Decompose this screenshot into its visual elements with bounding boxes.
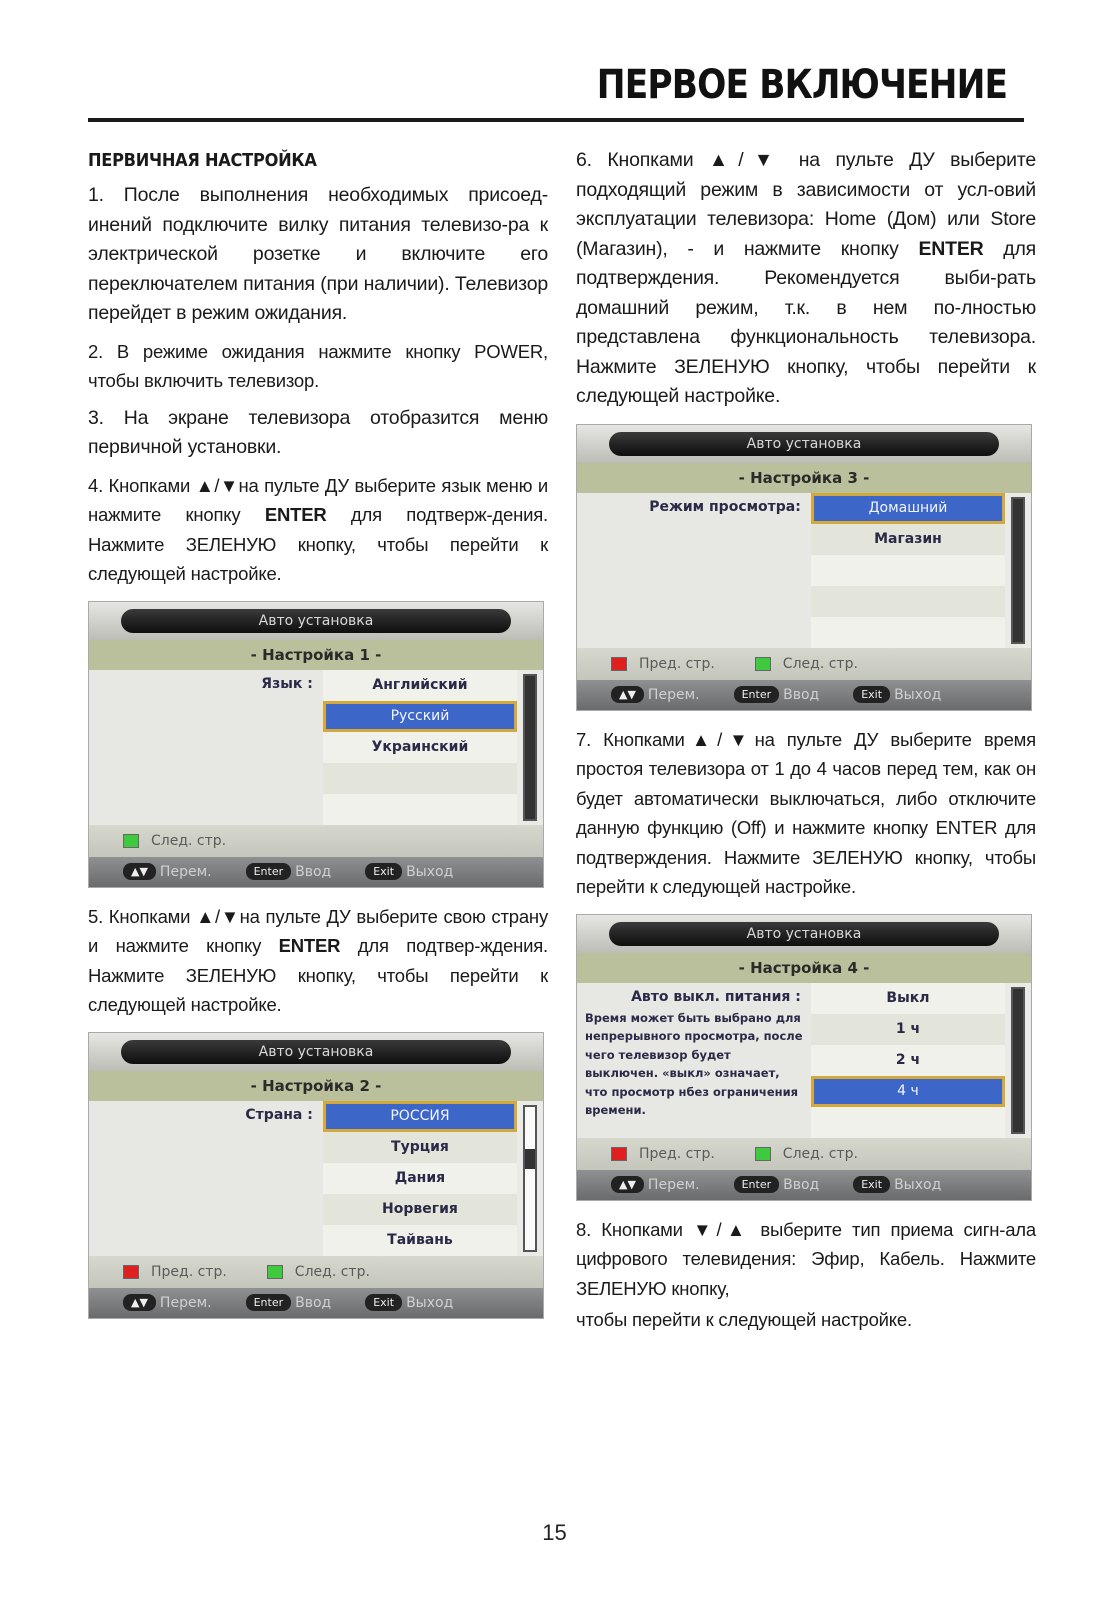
tv-option-selected[interactable]: Русский	[323, 701, 517, 732]
enter-key-icon: Enter	[246, 863, 292, 880]
enter-key-icon: Enter	[734, 1176, 780, 1193]
prev-page-label: Пред. стр.	[639, 655, 715, 672]
tv-help-note: Время может быть выбрано для непрерывного просмотра, после чего телевизор будет выключен. «выкл» означает, что просмотр нбез ограничения времени.	[585, 1010, 803, 1117]
tv-menu-title: Авто установка	[121, 1040, 511, 1064]
move-label: Перем.	[159, 1294, 212, 1311]
exit-key-icon: Exit	[853, 686, 890, 703]
move-label: Перем.	[159, 863, 212, 880]
prev-page-label: Пред. стр.	[151, 1263, 227, 1280]
tv-scrollbar[interactable]	[523, 674, 537, 821]
page-number: 15	[542, 1520, 567, 1545]
tv-scrollbar[interactable]	[523, 1105, 537, 1252]
exit-key-icon: Exit	[365, 863, 402, 880]
enter-key-icon: Enter	[246, 1294, 292, 1311]
exit-key-icon: Exit	[365, 1294, 402, 1311]
step-2-text: 2. В режиме ожидания нажмите кнопку POWER, чтобы включить телевизор.	[88, 340, 548, 391]
tv-option-selected[interactable]: РОССИЯ	[323, 1101, 517, 1132]
tv-option[interactable]	[323, 794, 517, 825]
prev-page-label: Пред. стр.	[639, 1145, 715, 1162]
tv-option-selected[interactable]: 4 ч	[811, 1076, 1005, 1107]
tv-screen-language	[88, 601, 544, 888]
tv-option-list	[811, 983, 1005, 1138]
tv-option-list	[323, 1101, 517, 1256]
enter-label: Ввод	[295, 863, 332, 880]
next-page-label: След. стр.	[782, 1145, 858, 1162]
step-3-text: 3. На экране телевизора отобразится меню первичной установки.	[88, 406, 548, 458]
next-page-label: След. стр.	[151, 832, 227, 849]
tv-field-label: Язык :	[261, 675, 313, 692]
arrow-keys-icon: ▲▼	[611, 686, 644, 703]
tv-step-label: - Настройка 3 -	[577, 463, 1031, 493]
arrow-keys-icon: ▲▼	[123, 1294, 156, 1311]
tv-option-list	[323, 670, 517, 825]
tv-option[interactable]	[811, 617, 1005, 648]
enter-key-icon: Enter	[734, 686, 780, 703]
section-heading: ПЕРВИЧНАЯ НАСТРОЙКА	[88, 150, 317, 171]
tv-field-label: Страна :	[245, 1106, 313, 1123]
exit-label: Выход	[894, 1176, 942, 1193]
tv-scrollbar[interactable]	[1011, 497, 1025, 644]
red-key-icon	[611, 657, 627, 671]
tv-option[interactable]	[811, 555, 1005, 586]
tv-option[interactable]: 1 ч	[811, 1014, 1005, 1045]
exit-label: Выход	[406, 863, 454, 880]
enter-label: Ввод	[295, 1294, 332, 1311]
tv-option[interactable]	[811, 586, 1005, 617]
green-key-icon	[755, 1147, 771, 1161]
step-1-text: 1. После выполнения необходимых присоед-инений подключите вилку питания телевизо-ра к электрической розетке и включите его переключателем питания (при наличии). Телевизор перейдет в режим ожидания.	[88, 184, 548, 324]
green-key-icon	[755, 657, 771, 671]
tv-option[interactable]: Норвегия	[323, 1194, 517, 1225]
arrow-keys-icon: ▲▼	[611, 1176, 644, 1193]
page-title: ПЕРВОЕ ВКЛЮЧЕНИЕ	[596, 62, 1007, 108]
step-8-text: 8. Кнопками ▼/▲ выберите тип приема сигн-ала цифрового телевидения: Эфир, Кабель. Нажмите ЗЕЛЕНУЮ кнопку,	[576, 1218, 1036, 1299]
tv-option[interactable]: 2 ч	[811, 1045, 1005, 1076]
left-column	[88, 146, 548, 1333]
green-key-icon	[267, 1265, 283, 1279]
move-label: Перем.	[647, 1176, 700, 1193]
exit-key-icon: Exit	[853, 1176, 890, 1193]
next-page-label: След. стр.	[294, 1263, 370, 1280]
tv-option	[811, 1107, 1005, 1138]
step-8-text-continued: чтобы перейти к следующей настройке.	[576, 1309, 912, 1330]
green-key-icon	[123, 834, 139, 848]
tv-option[interactable]: Английский	[323, 670, 517, 701]
exit-label: Выход	[894, 686, 942, 703]
right-column	[576, 146, 1036, 1343]
tv-menu-title: Авто установка	[609, 922, 999, 946]
tv-option[interactable]: Турция	[323, 1132, 517, 1163]
step-6-text: 6. Кнопками ▲/▼ на пульте ДУ выберите подходящий режим в зависимости от усл-овий эксплуатации телевизора: Home (Дом) или Store (Магазин), - и нажмите кнопку ENTER для подтверждения. Рекомендуется выби-рать домашний режим, т.к. в нем по-лностью представлена функциональность телевизора. Нажмите ЗЕЛЕНУЮ кнопку, чтобы перейти к следующей настройке.	[576, 149, 1036, 407]
step-5-text: 5. Кнопками ▲/▼на пульте ДУ выберите свою страну и нажмите кнопку ENTER для подтвер-ждения. Нажмите ЗЕЛЕНУЮ кнопку, чтобы перейти к следующей настройке.	[88, 905, 548, 1015]
exit-label: Выход	[406, 1294, 454, 1311]
tv-field-label: Режим просмотра:	[649, 498, 801, 515]
tv-step-label: - Настройка 4 -	[577, 953, 1031, 983]
red-key-icon	[123, 1265, 139, 1279]
tv-option[interactable]	[323, 763, 517, 794]
tv-option[interactable]: Дания	[323, 1163, 517, 1194]
arrow-keys-icon: ▲▼	[123, 863, 156, 880]
enter-label: Ввод	[783, 1176, 820, 1193]
tv-screen-auto-off	[576, 914, 1032, 1201]
tv-field-label: Авто выкл. питания :	[631, 988, 801, 1005]
tv-screen-mode	[576, 424, 1032, 711]
tv-step-label: - Настройка 2 -	[89, 1071, 543, 1101]
next-page-label: След. стр.	[782, 655, 858, 672]
tv-option-selected[interactable]: Домашний	[811, 493, 1005, 524]
red-key-icon	[611, 1147, 627, 1161]
tv-scrollbar[interactable]	[1011, 987, 1025, 1134]
tv-option[interactable]: Тайвань	[323, 1225, 517, 1256]
tv-option[interactable]: Магазин	[811, 524, 1005, 555]
move-label: Перем.	[647, 686, 700, 703]
tv-menu-title: Авто установка	[609, 432, 999, 456]
tv-option[interactable]: Украинский	[323, 732, 517, 763]
enter-label: Ввод	[783, 686, 820, 703]
tv-menu-title: Авто установка	[121, 609, 511, 633]
tv-step-label: - Настройка 1 -	[89, 640, 543, 670]
step-4-text: 4. Кнопками ▲/▼на пульте ДУ выберите язык меню и нажмите кнопку ENTER для подтверж-дения. Нажмите ЗЕЛЕНУЮ кнопку, чтобы перейти к следующей настройке.	[88, 474, 548, 584]
tv-option-list	[811, 493, 1005, 648]
title-rule	[88, 118, 1024, 122]
tv-screen-country	[88, 1032, 544, 1319]
step-7-text: 7. Кнопками▲/▼на пульте ДУ выберите время простоя телевизора от 1 до 4 часов перед тем, как он будет автоматически выключаться, либо отключите данную функцию (Off) и нажмите кнопку ENTER для подтверждения. Нажмите ЗЕЛЕНУЮ кнопку, чтобы перейти к следующей настройке.	[576, 728, 1036, 897]
tv-option[interactable]: Выкл	[811, 983, 1005, 1014]
